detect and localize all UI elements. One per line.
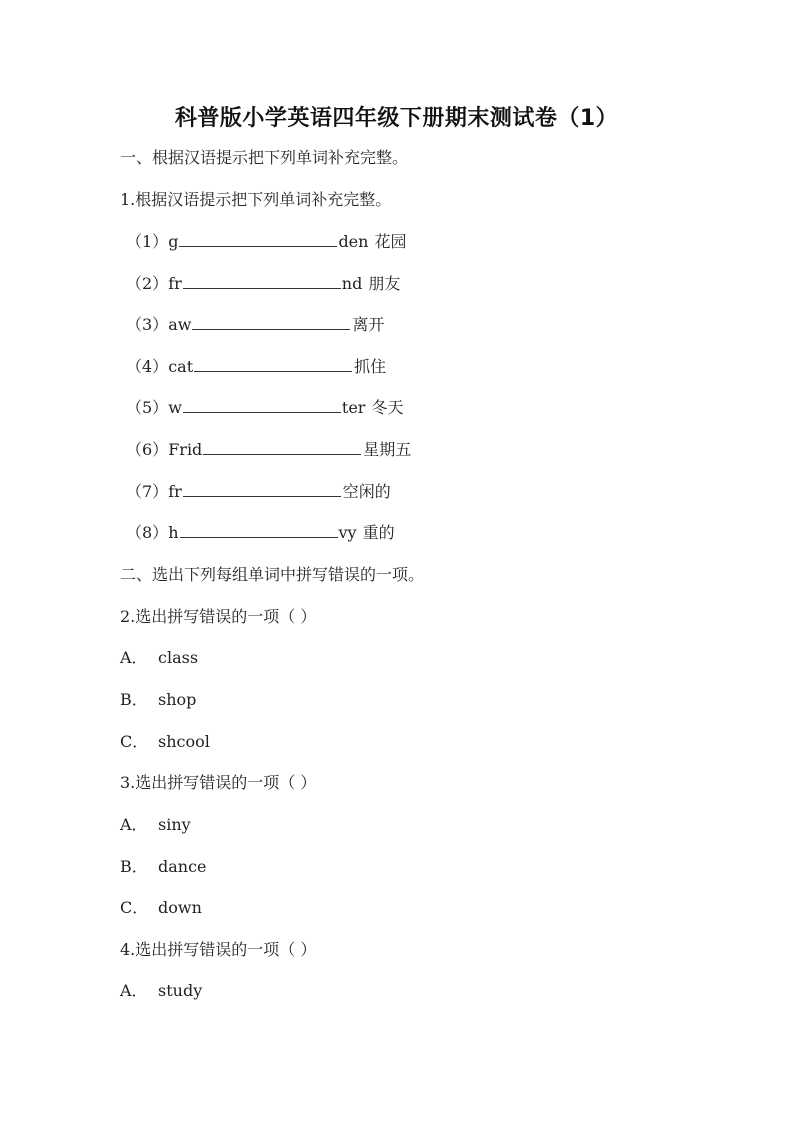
page-title: 科普版小学英语四年级下册期末测试卷（1） <box>174 106 619 131</box>
word-suffix: den <box>338 232 369 251</box>
chinese-meaning: 抓住 <box>354 357 387 376</box>
option-text: down <box>158 898 202 917</box>
answer-blank[interactable] <box>194 357 352 372</box>
word-prefix: cat <box>168 357 194 376</box>
option-letter: C． <box>120 898 149 917</box>
question-4-option-a[interactable] <box>120 981 202 1001</box>
question-3-option-b[interactable] <box>120 857 207 877</box>
word-prefix: Frid <box>168 440 203 459</box>
item-number: （6） <box>126 440 169 459</box>
answer-blank[interactable] <box>183 482 341 497</box>
section-heading-2: 二、选出下列每组单词中拼写错误的一项。 <box>120 565 425 584</box>
question-2-option-c[interactable] <box>120 732 210 752</box>
question-1-prompt: 1.根据汉语提示把下列单词补充完整。 <box>120 190 392 209</box>
option-text: class <box>158 648 199 667</box>
fill-item-1 <box>126 232 406 252</box>
section-heading-1: 一、根据汉语提示把下列单词补充完整。 <box>120 148 409 167</box>
chinese-meaning: 空闲的 <box>342 482 391 501</box>
option-letter: C． <box>120 732 149 751</box>
option-letter: A． <box>120 815 148 834</box>
option-letter: A． <box>120 648 148 667</box>
word-prefix: fr <box>168 274 182 293</box>
word-prefix: h <box>168 523 179 542</box>
fill-item-3 <box>126 315 384 335</box>
chinese-meaning: 离开 <box>352 315 385 334</box>
option-text: dance <box>158 857 207 876</box>
question-3-option-c[interactable] <box>120 898 202 918</box>
item-number: （8） <box>126 523 169 542</box>
word-suffix: ter <box>341 398 366 417</box>
chinese-meaning: 星期五 <box>363 440 412 459</box>
chinese-meaning: 花园 <box>374 232 407 251</box>
answer-blank[interactable] <box>192 315 350 330</box>
question-4-prompt: 4.选出拼写错误的一项（ ） <box>120 940 317 959</box>
option-letter: A． <box>120 981 148 1000</box>
question-2-prompt: 2.选出拼写错误的一项（ ） <box>120 607 317 626</box>
fill-item-8 <box>126 523 395 543</box>
answer-blank[interactable] <box>183 398 341 413</box>
option-text: shop <box>158 690 197 709</box>
option-text: study <box>158 981 203 1000</box>
question-2-option-a[interactable] <box>120 648 198 668</box>
question-3-prompt: 3.选出拼写错误的一项（ ） <box>120 773 317 792</box>
item-number: （4） <box>126 357 169 376</box>
fill-item-5 <box>126 398 403 418</box>
question-3-option-a[interactable] <box>120 815 191 835</box>
option-letter: B． <box>120 690 148 709</box>
option-text: shcool <box>158 732 210 751</box>
word-prefix: fr <box>168 482 182 501</box>
chinese-meaning: 朋友 <box>368 274 401 293</box>
word-prefix: g <box>168 232 179 251</box>
chinese-meaning: 冬天 <box>371 398 404 417</box>
answer-blank[interactable] <box>203 440 361 455</box>
answer-blank[interactable] <box>183 274 341 289</box>
word-suffix: vy <box>338 523 357 542</box>
item-number: （3） <box>126 315 169 334</box>
fill-item-7 <box>126 482 391 502</box>
fill-item-4 <box>126 357 386 377</box>
option-letter: B． <box>120 857 148 876</box>
chinese-meaning: 重的 <box>362 523 395 542</box>
answer-blank[interactable] <box>180 523 338 538</box>
item-number: （7） <box>126 482 169 501</box>
item-number: （5） <box>126 398 169 417</box>
word-prefix: w <box>168 398 182 417</box>
answer-blank[interactable] <box>179 232 337 247</box>
fill-item-2 <box>126 274 400 294</box>
question-2-option-b[interactable] <box>120 690 196 710</box>
option-text: siny <box>158 815 191 834</box>
item-number: （1） <box>126 232 169 251</box>
item-number: （2） <box>126 274 169 293</box>
fill-item-6 <box>126 440 411 460</box>
word-suffix: nd <box>341 274 363 293</box>
word-prefix: aw <box>168 315 192 334</box>
